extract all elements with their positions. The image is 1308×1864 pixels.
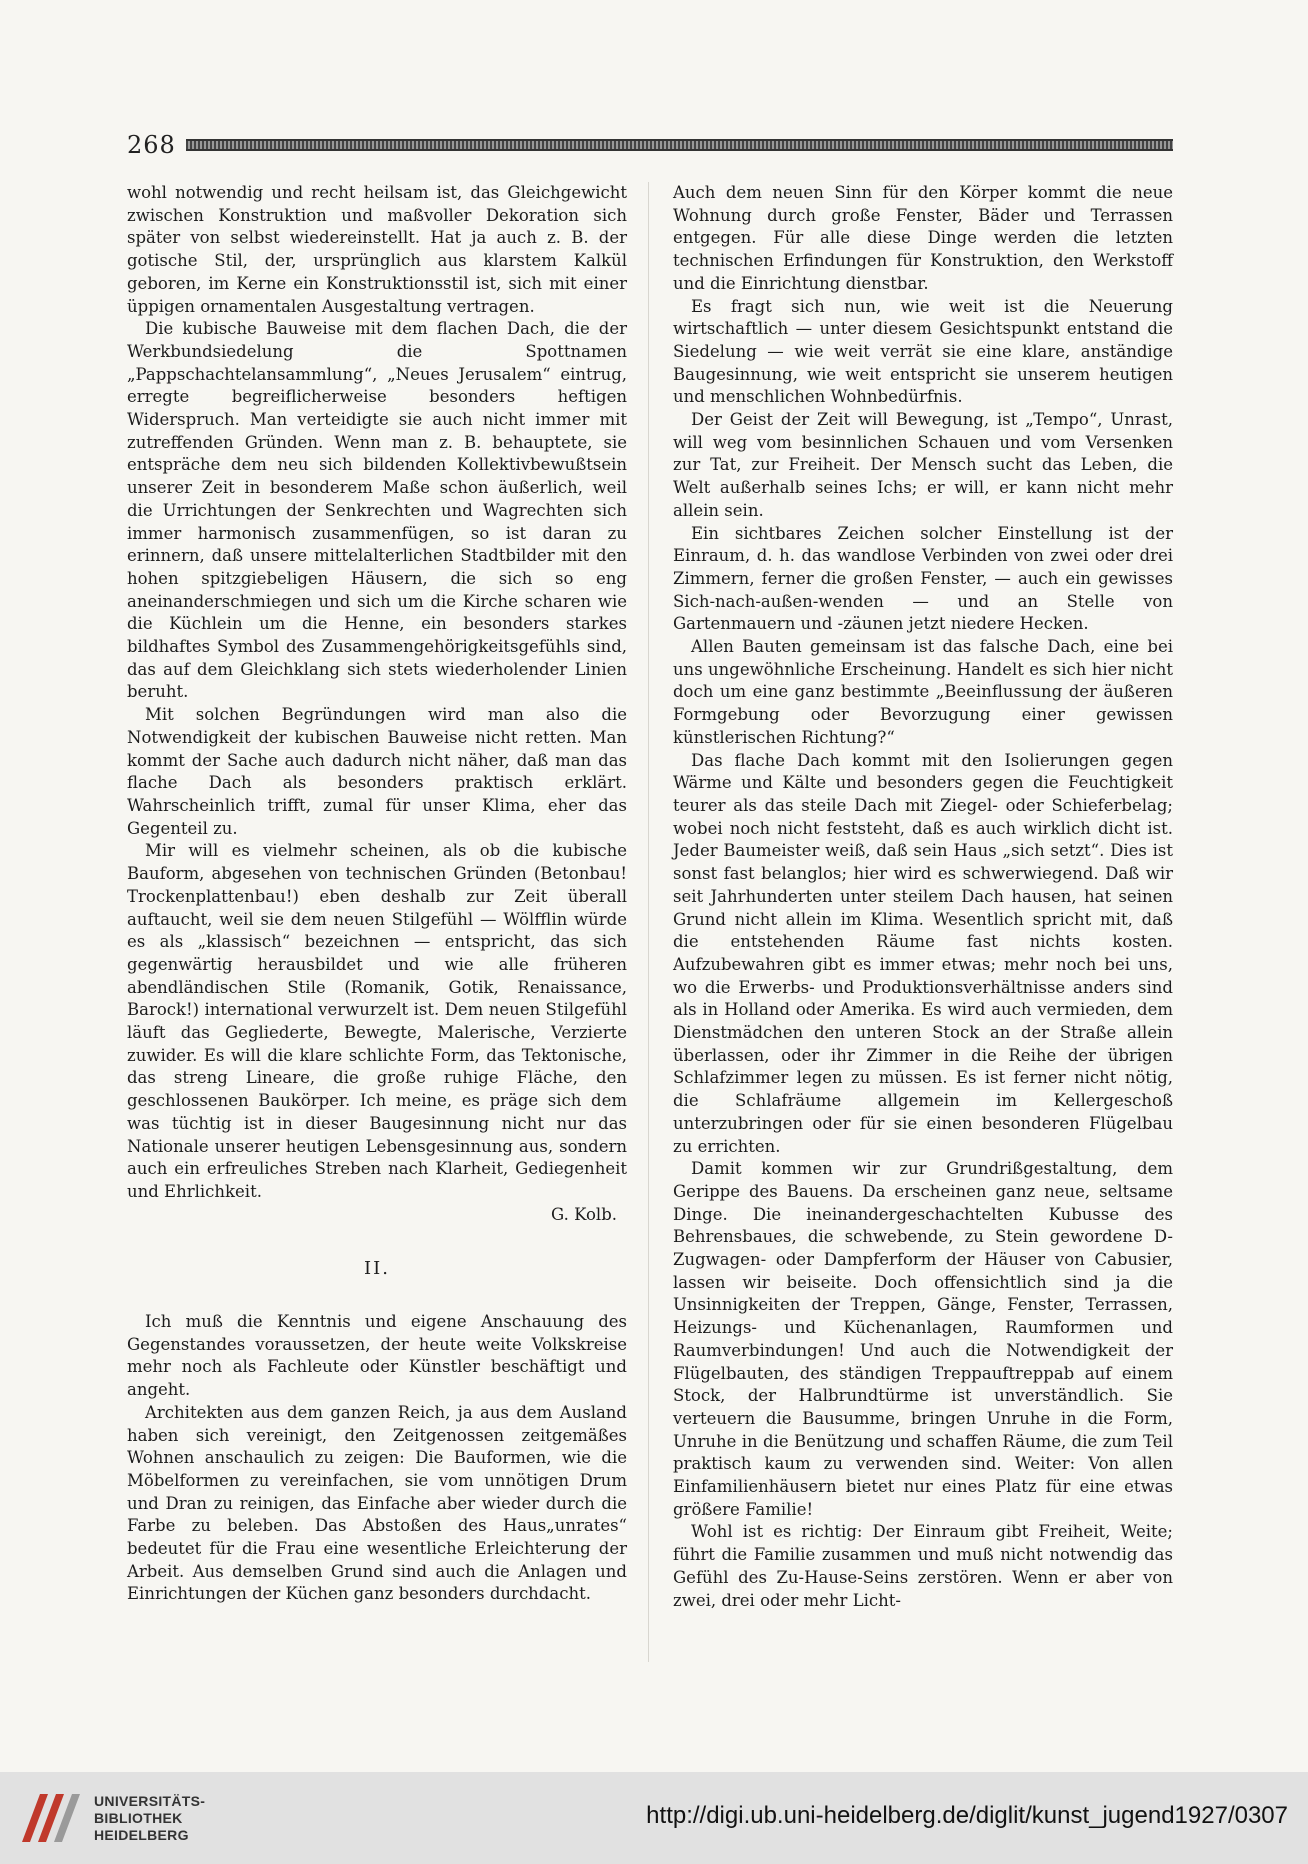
paragraph: Wohl ist es richtig: Der Einraum gibt Freiheit, Weite; führt die Familie zusammen und muß nicht notwendig das Gefühl des Zu-Hause-Seins zerstören. Wenn er aber von zwei, drei oder mehr Licht- — [673, 1522, 1173, 1610]
paragraph: Damit kommen wir zur Grundrißgestaltung, dem Gerippe des Bauens. Da erscheinen ganz neue, seltsame Dinge. Die ineinandergeschachtelten Kubusse des Behrensbaues, die schwebende, zu Stein gewordene D-Zugwagen- oder Dampferform der Häuser von Cabusier, lassen wir beiseite. Doch offensichtlich sind ja die Unsinnigkeiten der Treppen, Gänge, Fenster, Terrassen, Heizungs- und Küchenanlagen, Raumformen und Raumverbindungen! Und auch die Notwendigkeit der Flügelbauten, des ständigen Treppauftreppab auf einem Stock, der Halbrundtürme ist unverständlich. Sie verteuern die Bausumme, bringen Unruhe in die Form, Unruhe in die Benützung und schaffen Räume, die zum Teil praktisch kaum zu verwenden sind. Weiter: Von allen Einfamilienhäusern bietet nur eines Platz für eine etwas größere Familie! — [673, 1159, 1173, 1519]
paragraph: Es fragt sich nun, wie weit ist die Neuerung wirtschaftlich — unter diesem Gesichtspunkt entstand die Siedelung — wie weit verrät sie eine klare, anständige Baugesinnung, wie weit entspricht sie unserem heutigen und menschlichen Wohnbedürfnis. — [673, 296, 1173, 407]
viewer-footer — [0, 1772, 1308, 1864]
source-url-link[interactable]: http://digi.ub.uni-heidelberg.de/diglit/kunst_jugend1927/0307 — [646, 1802, 1288, 1829]
right-column — [673, 182, 1173, 1612]
column-divider — [648, 182, 649, 1662]
paragraph: Die kubische Bauweise mit dem flachen Dach, die der Werkbundsiedelung die Spottnamen „Pappschachtelansammlung“, „Neues Jerusalem“ eintrug, erregte begreiflicherweise besonders heftigen Widerspruch. Man verteidigte sie auch nicht immer mit zutreffenden Gründen. Wenn man z. B. behauptete, sie entspräche dem neu sich bildenden Kollektivbewußtsein unserer Zeit in besonderem Maße schon äußerlich, weil die Urrichtungen der Senkrechten und Wagrechten sich immer harmonisch zusammenfügen, so ist daran zu erinnern, daß unsere mittelalterlichen Stadtbilder mit den hohen spitzgiebeligen Häusern, die sich so eng aneinanderschmiegen und sich um die Kirche scharen wie die Küchlein um die Henne, ein besonders starkes bildhaftes Symbol des Zusammengehörigkeitsgefühls sind, das auf dem Gleichklang sich stets wiederholender Linien beruht. — [127, 319, 627, 702]
paragraph: Ein sichtbares Zeichen solcher Einstellung ist der Einraum, d. h. das wandlose Verbinden von zwei oder drei Zimmern, ferner die großen Fenster, — auch ein gewisses Sich-nach-außen-wenden — und an Stelle von Gartenmauern und -zäunen jetzt niedere Hecken. — [673, 523, 1173, 634]
paragraph: Allen Bauten gemeinsam ist das falsche Dach, eine bei uns ungewöhnliche Erscheinung. Handelt es sich hier nicht doch um eine ganz bestimmte „Beeinflussung der äußeren Formgebung oder Bevorzugung einer gewissen künstlerischen Richtung?“ — [673, 637, 1173, 747]
page-number: 268 — [127, 131, 176, 159]
paragraph: Mir will es vielmehr scheinen, als ob die kubische Bauform, abgesehen von technischen Gründen (Betonbau! Trockenplattenbau!) eben deshalb zur Zeit überall auftaucht, weil sie dem neuen Stilgefühl — Wölfflin würde es als „klassisch“ bezeichnen — entspricht, das sich gegenwärtig herausbildet und wie alle früheren abendländischen Stile (Romanik, Gotik, Renaissance, Barock!) international verwurzelt ist. Dem neuen Stilgefühl läuft das Gegliederte, Bewegte, Malerische, Verzierte zuwider. Es will die klare schlichte Form, das Tektonische, das streng Lineare, die große ruhige Fläche, den geschlossenen Baukörper. Ich meine, es präge sich dem was tüchtig ist in dieser Baugesinnung nicht nur das Nationale unserer heutigen Lebensgesinnung aus, sondern auch ein erfreuliches Streben nach Klarheit, Gediegenheit und Ehrlichkeit. — [127, 841, 627, 1201]
library-logo[interactable] — [18, 1790, 205, 1846]
library-name — [94, 1793, 205, 1844]
paragraph: Auch dem neuen Sinn für den Körper kommt die neue Wohnung durch große Fenster, Bäder und Terrassen entgegen. Für alle diese Dinge werden die letzten technischen Erfindungen für Konstruktion, den Werkstoff und die Einrichtung dienstbar. — [673, 183, 1173, 293]
paragraph: Architekten aus dem ganzen Reich, ja aus dem Ausland haben sich vereinigt, den Zeitgenossen zeitgemäßes Wohnen anschaulich zu zeigen: Die Bauformen, wie die Möbelformen zu vereinfachen, sie vom unnötigen Drum und Dran zu reinigen, das Einfache aber wieder durch die Farbe zu beleben. Das Abstoßen des Haus„unrates“ bedeutet für die Frau eine wesentliche Erleichterung der Arbeit. Aus demselben Grund sind auch die Anlagen und Einrichtungen der Küchen ganz besonders durchdacht. — [127, 1402, 627, 1604]
heidelberg-library-logo-icon — [18, 1790, 82, 1846]
author-signature: G. Kolb. — [551, 1204, 617, 1224]
paragraph: Der Geist der Zeit will Bewegung, ist „Tempo“, Unrast, will weg vom besinnlichen Schauen und vom Versenken zur Tat, zur Freiheit. Der Mensch sucht das Leben, die Welt außerhalb seines Ichs; er will, er kann nicht mehr allein sein. — [673, 410, 1173, 520]
library-name-line: HEIDELBERG — [94, 1826, 189, 1843]
library-name-line: UNIVERSITÄTS- — [94, 1792, 206, 1809]
library-name-line: BIBLIOTHEK — [94, 1809, 183, 1826]
paragraph: Mit solchen Begründungen wird man also die Notwendigkeit der kubischen Bauweise nicht retten. Man kommt der Sache auch dadurch nicht näher, daß man das flache Dach als besonders praktisch erklärt. Wahrscheinlich trifft, zumal für unser Klima, eher das Gegenteil zu. — [127, 705, 627, 838]
section-heading: II. — [364, 1258, 390, 1280]
left-column — [127, 182, 627, 1606]
paragraph: Ich muß die Kenntnis und eigene Anschauung des Gegenstandes voraussetzen, der heute weite Volkskreise mehr noch als Fachleute oder Künstler beschäftigt und angeht. — [127, 1312, 627, 1400]
paragraph: Das flache Dach kommt mit den Isolierungen gegen Wärme und Kälte und besonders gegen die Feuchtigkeit teurer als das steile Dach mit Ziegel- oder Schieferbelag; wobei noch nicht feststeht, daß es auch wirklich dicht ist. Jeder Baumeister weiß, daß sein Haus „sich setzt“. Dies ist sonst fast belanglos; hier wird es schwerwiegend. Daß wir seit Jahrhunderten unter steilem Dach hausen, hat seinen Grund nicht allein im Klima. Wesentlich spricht mit, daß die entstehenden Räume fast nichts kosten. Aufzubewahren gibt es immer etwas; mehr noch bei uns, wo die Erwerbs- und Produktionsverhältnisse anders sind als in Holland oder Amerika. Es wird auch vermieden, dem Dienstmädchen den unteren Stock an der Straße allein überlassen, oder ihr Zimmer in die Reihe der übrigen Schlafzimmer legen zu müssen. Es ist ferner nicht nötig, die Schlafräume allgemein im Kellergeschoß unterzubringen oder für sie einen besonderen Flügelbau zu errichten. — [673, 750, 1173, 1156]
paragraph: wohl notwendig und recht heilsam ist, das Gleichgewicht zwischen Konstruktion und maßvoller Dekoration sich später von selbst wiedereinstellt. Hat ja auch z. B. der gotische Stil, der, ursprünglich aus klarstem Kalkül geboren, im Kerne ein Konstruktionsstil ist, sich mit einer üppigen ornamentalen Ausgestaltung vertragen. — [127, 183, 627, 316]
header-rule — [186, 139, 1173, 151]
page-header — [127, 128, 1173, 162]
